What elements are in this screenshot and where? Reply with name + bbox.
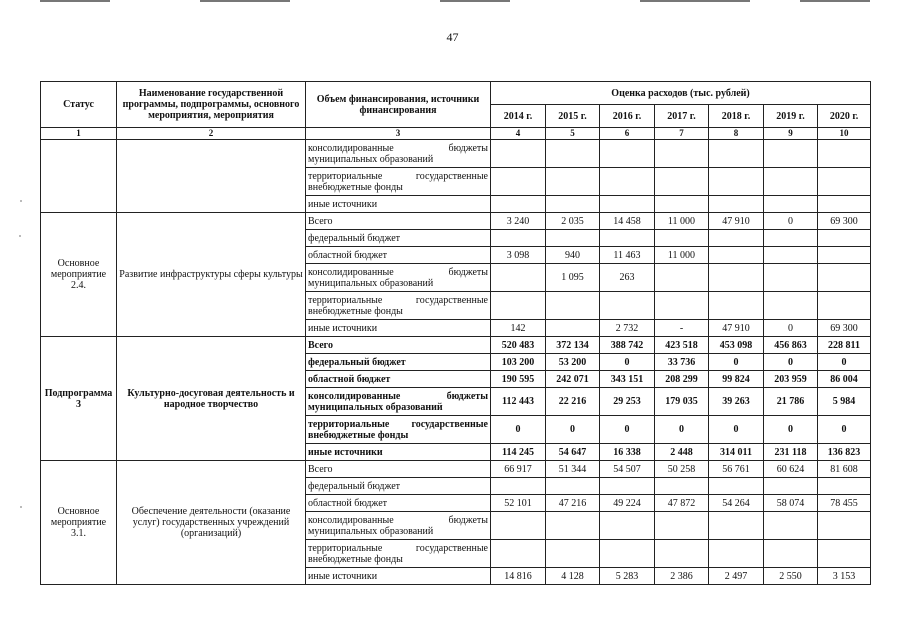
header-expenses: Оценка расходов (тыс. рублей) [491,82,871,105]
expense-value [818,478,871,495]
expense-value: 0 [600,416,655,444]
expense-value [764,140,818,168]
expense-value [764,478,818,495]
expense-value: 179 035 [655,388,709,416]
expense-value: 0 [764,213,818,230]
expense-value [655,292,709,320]
expense-value [600,292,655,320]
page-number: 47 [446,30,459,44]
expense-value: 47 872 [655,495,709,512]
expense-value: 11 463 [600,247,655,264]
expense-value [546,512,600,540]
expense-value [709,196,764,213]
expense-value [655,140,709,168]
funding-source: иные источники [306,320,491,337]
row-status [41,140,117,213]
expense-value: 0 [655,416,709,444]
expense-value: 51 344 [546,461,600,478]
expense-value: 47 216 [546,495,600,512]
expense-value: 33 736 [655,354,709,371]
expense-value: 52 101 [491,495,546,512]
expense-value: 940 [546,247,600,264]
expense-value: 456 863 [764,337,818,354]
expense-value [818,140,871,168]
expense-value: 190 595 [491,371,546,388]
expense-value [600,478,655,495]
expense-value: 54 647 [546,444,600,461]
header-year: 2014 г. [491,105,546,128]
expense-value [764,168,818,196]
row-status: Основное мероприятие 2.4. [41,213,117,337]
funding-source: консолидированные бюджеты муниципальных образований [306,264,491,292]
expense-value: 114 245 [491,444,546,461]
header-year: 2018 г. [709,105,764,128]
expense-value [818,247,871,264]
expense-value [491,230,546,247]
expense-value [818,264,871,292]
header-year: 2017 г. [655,105,709,128]
expense-value: 453 098 [709,337,764,354]
funding-source: консолидированные бюджеты муниципальных образований [306,388,491,416]
expense-value: 0 [600,354,655,371]
expense-value: 0 [546,416,600,444]
expense-value: 112 443 [491,388,546,416]
expense-value: 21 786 [764,388,818,416]
expense-value [546,168,600,196]
expense-value [655,230,709,247]
expense-value: 54 264 [709,495,764,512]
funding-source: Всего [306,461,491,478]
expense-value [709,512,764,540]
row-program-name: Культурно-досуговая деятельность и народное творчество [117,337,306,461]
funding-source: федеральный бюджет [306,230,491,247]
expense-value: 208 299 [655,371,709,388]
scan-speck [20,506,22,508]
header-year: 2016 г. [600,105,655,128]
funding-source: областной бюджет [306,371,491,388]
expense-value: 5 984 [818,388,871,416]
expense-value: 203 959 [764,371,818,388]
funding-source: территориальные государственные внебюджетные фонды [306,540,491,568]
header-status: Статус [41,82,117,128]
expense-value: 39 263 [709,388,764,416]
expense-value [709,478,764,495]
expense-value: 99 824 [709,371,764,388]
expense-value: 56 761 [709,461,764,478]
expense-value [764,512,818,540]
expense-value [491,168,546,196]
expense-value: 14 816 [491,568,546,585]
header-name: Наименование государственной программы, подпрограммы, основного мероприятия, мероприятия [117,82,306,128]
row-program-name: Обеспечение деятельности (оказание услуг) государственных учреждений (организаций) [117,461,306,585]
expense-value [818,512,871,540]
expense-value: 2 386 [655,568,709,585]
table-row [41,461,871,478]
expense-value: - [655,320,709,337]
scan-speck [20,200,22,202]
expense-value [491,512,546,540]
expense-value [600,196,655,213]
expense-value [546,292,600,320]
expense-value [491,140,546,168]
expense-value [546,320,600,337]
expense-value: 5 283 [600,568,655,585]
expense-value [600,168,655,196]
expense-value [764,247,818,264]
header-year: 2015 г. [546,105,600,128]
column-number: 5 [546,128,600,140]
funding-source: территориальные государственные внебюджетные фонды [306,168,491,196]
expense-value [546,230,600,247]
expense-value: 263 [600,264,655,292]
expense-value: 49 224 [600,495,655,512]
expense-value: 2 497 [709,568,764,585]
expense-value: 388 742 [600,337,655,354]
expense-value: 2 035 [546,213,600,230]
expense-value: 103 200 [491,354,546,371]
table-row [41,213,871,230]
expense-value: 228 811 [818,337,871,354]
column-number: 6 [600,128,655,140]
expense-value: 142 [491,320,546,337]
funding-source: федеральный бюджет [306,478,491,495]
expense-value [655,196,709,213]
expense-value [491,478,546,495]
expense-value [655,478,709,495]
expense-value: 54 507 [600,461,655,478]
header-year: 2020 г. [818,105,871,128]
expense-value [818,292,871,320]
expense-value: 11 000 [655,247,709,264]
funding-source: Всего [306,213,491,230]
funding-source: областной бюджет [306,247,491,264]
funding-source: консолидированные бюджеты муниципальных образований [306,512,491,540]
expense-value [546,540,600,568]
column-number: 10 [818,128,871,140]
expense-value: 372 134 [546,337,600,354]
expense-value: 86 004 [818,371,871,388]
table-body [41,140,871,585]
expense-value [491,292,546,320]
expense-value: 343 151 [600,371,655,388]
expense-value: 0 [491,416,546,444]
table-header [41,82,871,140]
funding-source: иные источники [306,444,491,461]
expense-value: 0 [818,354,871,371]
expense-value [600,540,655,568]
expense-value [818,540,871,568]
funding-source: областной бюджет [306,495,491,512]
expense-value [655,512,709,540]
expense-value: 2 550 [764,568,818,585]
expense-value: 47 910 [709,213,764,230]
scan-speck [19,235,21,237]
expense-value: 69 300 [818,213,871,230]
expense-value: 53 200 [546,354,600,371]
expense-value: 69 300 [818,320,871,337]
expense-value [709,168,764,196]
header-year: 2019 г. [764,105,818,128]
funding-source: иные источники [306,196,491,213]
column-number: 7 [655,128,709,140]
expense-value: 58 074 [764,495,818,512]
expense-value [546,140,600,168]
expense-value [600,230,655,247]
expense-value: 4 128 [546,568,600,585]
expense-value: 50 258 [655,461,709,478]
expense-value [655,540,709,568]
expense-value [709,140,764,168]
expense-value [546,196,600,213]
expense-value: 2 448 [655,444,709,461]
expense-value [709,230,764,247]
column-number: 1 [41,128,117,140]
expense-value [818,168,871,196]
scan-top-rule [40,0,110,2]
funding-source: Всего [306,337,491,354]
table-row [41,337,871,354]
expense-value: 0 [764,354,818,371]
table-row [41,140,871,168]
expense-value: 231 118 [764,444,818,461]
expense-value: 2 732 [600,320,655,337]
expense-value: 66 917 [491,461,546,478]
expense-value [491,264,546,292]
expense-value: 11 000 [655,213,709,230]
row-program-name [117,140,306,213]
expense-value: 314 011 [709,444,764,461]
expense-value: 0 [818,416,871,444]
expense-value [655,264,709,292]
funding-source: территориальные государственные внебюджетные фонды [306,292,491,320]
expense-value [764,196,818,213]
expense-value [818,196,871,213]
column-number: 9 [764,128,818,140]
expense-value: 520 483 [491,337,546,354]
expense-value [764,292,818,320]
expense-value [709,292,764,320]
scan-top-rule [440,0,510,2]
expense-value: 14 458 [600,213,655,230]
row-status: Подпрограмма 3 [41,337,117,461]
expense-value: 81 608 [818,461,871,478]
column-number: 8 [709,128,764,140]
expense-value: 3 153 [818,568,871,585]
expense-value [764,540,818,568]
expense-value: 1 095 [546,264,600,292]
scan-top-rule [200,0,290,2]
column-number: 3 [306,128,491,140]
expense-value: 242 071 [546,371,600,388]
expense-value [709,540,764,568]
expense-value: 136 823 [818,444,871,461]
expense-value [709,264,764,292]
expense-value: 29 253 [600,388,655,416]
header-funding: Объем финансирования, источники финансирования [306,82,491,128]
expense-value [709,247,764,264]
expense-value: 3 098 [491,247,546,264]
funding-source: территориальные государственные внебюджетные фонды [306,416,491,444]
expense-value [546,478,600,495]
expense-value: 3 240 [491,213,546,230]
column-number: 4 [491,128,546,140]
funding-source: федеральный бюджет [306,354,491,371]
row-program-name: Развитие инфраструктуры сферы культуры [117,213,306,337]
expense-value: 47 910 [709,320,764,337]
expense-value: 16 338 [600,444,655,461]
expense-value: 0 [709,354,764,371]
scan-top-rule [800,0,870,2]
expense-value: 60 624 [764,461,818,478]
expense-value: 0 [764,416,818,444]
funding-source: иные источники [306,568,491,585]
budget-table [40,81,871,585]
expense-value: 78 455 [818,495,871,512]
row-status: Основное мероприятие 3.1. [41,461,117,585]
expense-value [764,230,818,247]
expense-value [764,264,818,292]
expense-value [655,168,709,196]
column-number: 2 [117,128,306,140]
expense-value [600,512,655,540]
expense-value: 423 518 [655,337,709,354]
funding-source: консолидированные бюджеты муниципальных образований [306,140,491,168]
expense-value: 0 [764,320,818,337]
expense-value [818,230,871,247]
expense-value [600,140,655,168]
expense-value [491,196,546,213]
expense-value [491,540,546,568]
expense-value: 0 [709,416,764,444]
scan-top-rule [640,0,750,2]
expense-value: 22 216 [546,388,600,416]
